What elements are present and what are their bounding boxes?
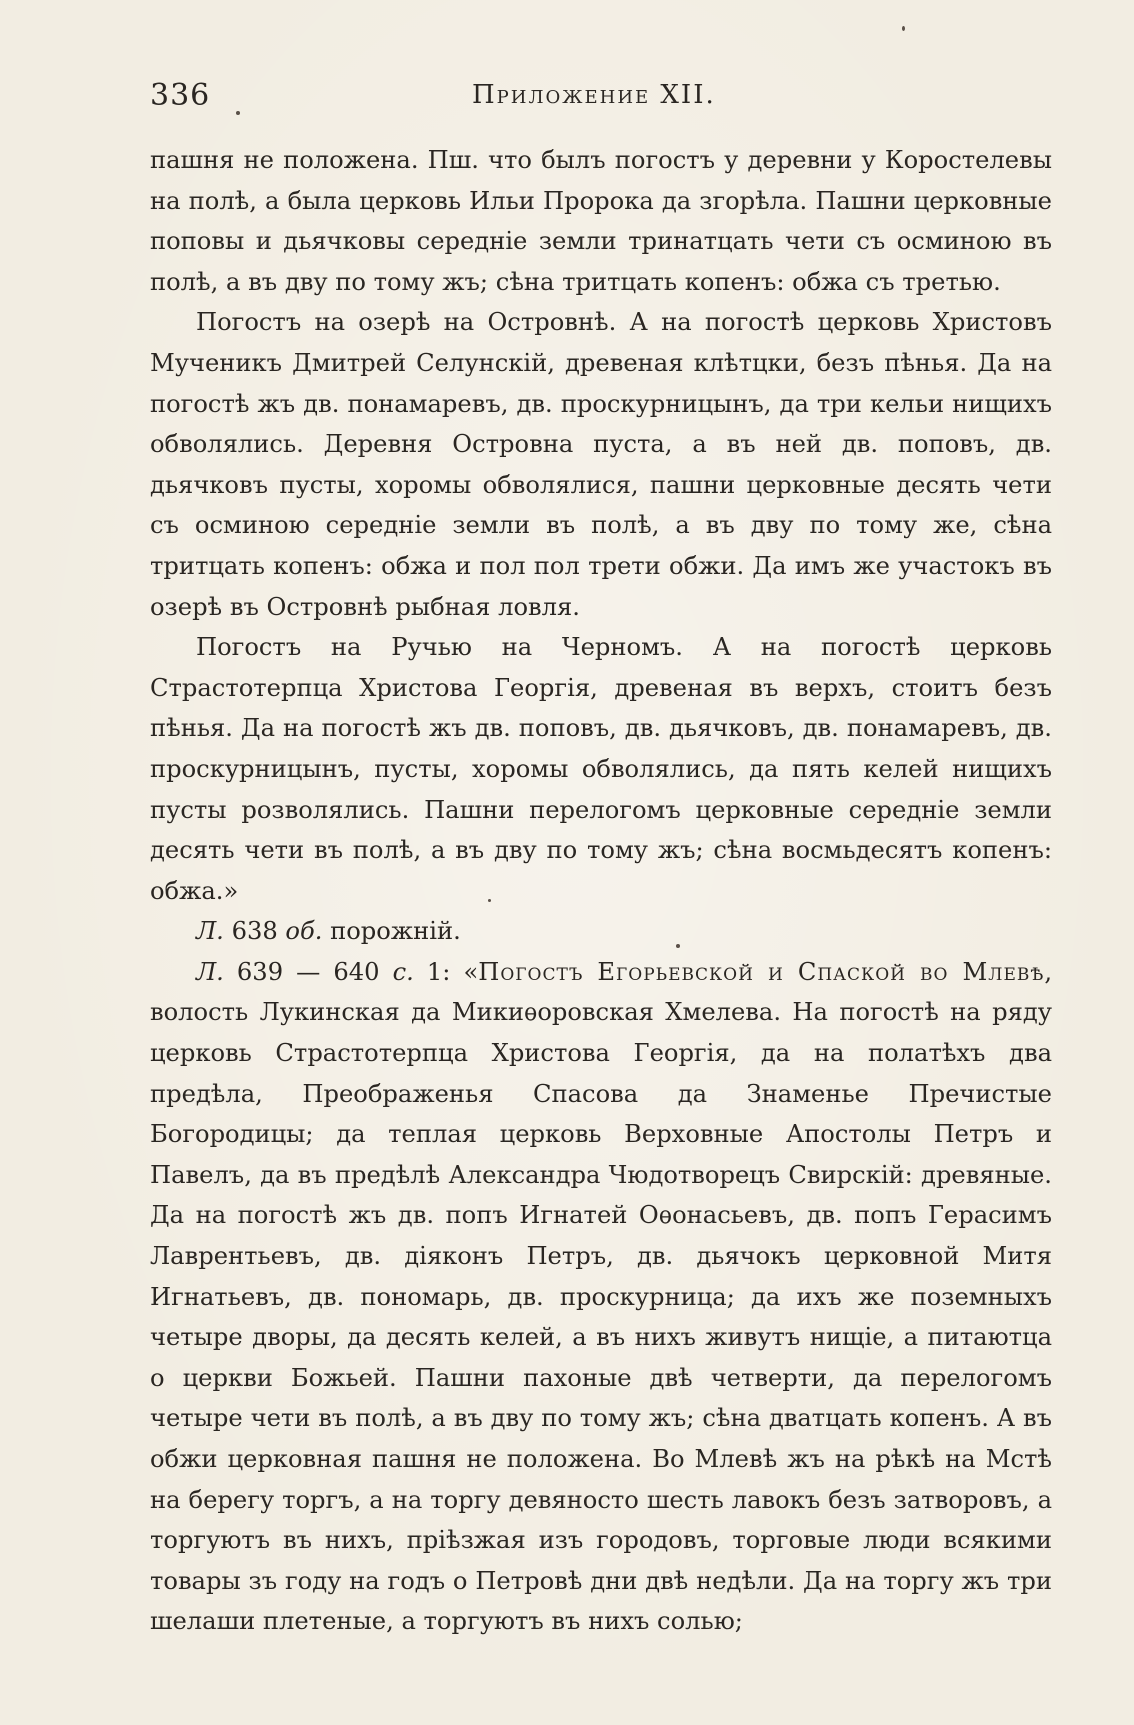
folio-number: 639 — 640 xyxy=(223,957,393,986)
print-speck xyxy=(488,899,491,902)
folio-side: об. xyxy=(285,917,323,946)
paragraph: пашня не положена. Пш. что былъ погостъ у деревни у Коростелевы на полѣ, а была церковь Ильи Пророка да згорѣла. Пашни церковные поповы и дьячковы середніе земли тринатцать чети съ осминою въ полѣ, а въ дву по тому жъ; сѣна тритцать копенъ: обжа съ третью. xyxy=(150,146,1052,296)
entry-heading: Погостъ Егорьевской и Спаской во Млевѣ xyxy=(478,957,1045,986)
page-header xyxy=(150,78,1050,118)
folio-note-638 xyxy=(150,911,1052,952)
folio-note-text: порожній. xyxy=(322,917,461,946)
folio-entry-639 xyxy=(150,952,1052,1642)
folio-entry-prefix: 1: « xyxy=(413,957,479,986)
paragraph: Погостъ на озерѣ на Островнѣ. А на погостѣ церковь Христовъ Мученикъ Дмитрей Селунскій, древеная клѣтцки, безъ пѣнья. Да на погостѣ жъ дв. понамаревъ, дв. проскурницынъ, да три кельи нищихъ обволялись. Деревня Островна пуста, а въ ней дв. поповъ, дв. дьячковъ пусты, хоромы обволялися, пашни церковные десять чети съ осминою середніе земли въ полѣ, а въ дву по тому же, сѣна тритцать копенъ: обжа и пол пол трети обжи. Да имъ же участокъ въ озерѣ въ Островнѣ рыбная ловля. xyxy=(150,308,1052,621)
running-head: Приложение XII. xyxy=(472,80,716,110)
print-speck xyxy=(236,111,240,115)
print-speck xyxy=(902,26,905,31)
folio-entry-text: , волость Лукинская да Микиѳоровская Хмелева. На погостѣ на ряду церковь Страстотерпца Христова Георгія, да на полатѣхъ два предѣла, Преображенья Спасова да Знаменье Пречистые Богородицы; да теплая церковь Верховные Апостолы Петръ и Павелъ, да въ предѣлѣ Александра Чюдотворецъ Свирскій: древяные. Да на погостѣ жъ дв. попъ Игнатей Оѳонасьевъ, дв. попъ Герасимъ Лаврентьевъ, дв. діяконъ Петръ, дв. дьячокъ церковной Митя Игнатьевъ, дв. пономарь, дв. проскурница; да ихъ же поземныхъ четыре дворы, да десять келей, а въ нихъ живутъ нищіе, а питаютца о церкви Божьей. Пашни пахоные двѣ четверти, да перелогомъ четыре чети въ полѣ, а въ дву по тому жъ; сѣна дватцать копенъ. А въ обжи церковная пашня не положена. Во Млевѣ жъ на рѣкѣ на Мстѣ на берегу торгъ, а на торгу девяносто шесть лавокъ безъ затворовъ, а торгуютъ въ нихъ, пріѣзжая изъ городовъ, торговые люди всякими товары зъ году на годъ о Петровѣ дни двѣ недѣли. Да на торгу жъ три шелаши плетеные, а торгуютъ въ нихъ солью; xyxy=(150,957,1053,1636)
folio-mark: Л. xyxy=(196,917,224,946)
page-number: 336 xyxy=(150,78,211,113)
paragraph: Погостъ на Ручью на Черномъ. А на погостѣ церковь Страстотерпца Христова Георгія, древеная въ верхъ, стоитъ безъ пѣнья. Да на погостѣ жъ дв. поповъ, дв. дьячковъ, дв. понамаревъ, дв. проскурницынъ, пусты, хоромы обволялись, да пять келей нищихъ пусты розволялись. Пашни перелогомъ церковные середніе земли десять чети въ полѣ, а въ дву по тому жъ; сѣна восмьдесятъ копенъ: обжа.» xyxy=(150,633,1052,905)
folio-side: с. xyxy=(392,957,414,986)
print-speck xyxy=(676,944,680,948)
folio-number: 638 xyxy=(223,917,286,946)
body-text xyxy=(150,140,1052,1642)
folio-mark: Л. xyxy=(196,957,224,986)
